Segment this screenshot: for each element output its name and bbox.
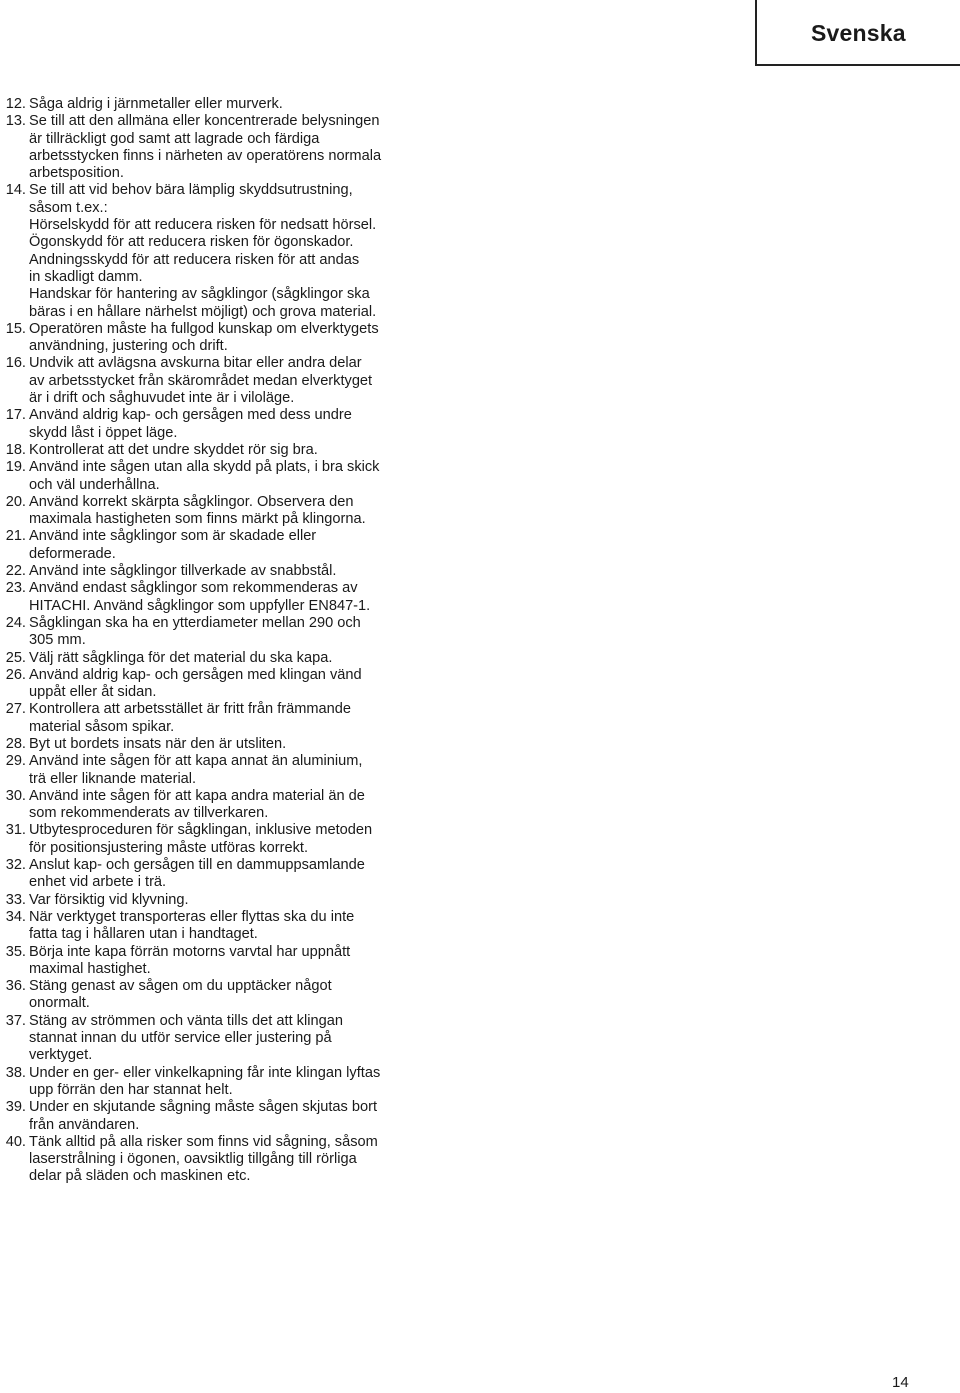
item-text-line: Använd inte sågklingor som är skadade eller (29, 528, 317, 545)
item-number: 23. (5, 580, 26, 597)
item-number: 31. (5, 822, 26, 839)
item-text-line: Stäng genast av sågen om du upptäcker något (29, 978, 332, 995)
item-text-line: delar på släden och maskinen etc. (29, 1168, 251, 1185)
list-item (0, 1065, 460, 1100)
item-text-line: Tänk alltid på alla risker som finns vid sågning, såsom (29, 1133, 378, 1150)
item-text-line: såsom t.ex.: (29, 199, 108, 216)
item-text-line: Använd inte sågklingor tillverkade av snabbstål. (29, 563, 337, 580)
item-text-line: Använd endast sågklingor som rekommenderas av (29, 580, 358, 597)
item-text-line: användning, justering och drift. (29, 338, 228, 355)
item-text-line: och väl underhållna. (29, 476, 160, 493)
item-number: 18. (5, 441, 26, 458)
list-item (0, 182, 460, 320)
item-text-line: enhet vid arbete i trä. (29, 874, 167, 891)
item-text-line: Byt ut bordets insats när den är utsliten. (29, 735, 287, 752)
page-number: 14 (892, 1374, 909, 1391)
item-text-line: Välj rätt sågklinga för det material du ska kapa. (29, 649, 333, 666)
item-text-line: Använd aldrig kap- och gersågen med dess undre (29, 407, 352, 424)
item-number: 26. (5, 666, 26, 683)
item-number: 15. (5, 320, 26, 337)
list-item (0, 909, 460, 944)
item-text-line: HITACHI. Använd sågklingor som uppfyller EN847-1. (29, 597, 371, 614)
item-number: 27. (5, 701, 26, 718)
list-item (0, 563, 460, 580)
item-number: 39. (5, 1099, 26, 1116)
item-number: 38. (5, 1064, 26, 1081)
item-text-line: Utbytesproceduren för sågklingan, inklusive metoden (29, 822, 373, 839)
item-text-line: När verktyget transporteras eller flyttas ska du inte (29, 908, 355, 925)
item-text-line: upp förrän den har stannat helt. (29, 1081, 233, 1098)
item-text-line: maximal hastighet. (29, 960, 151, 977)
item-number: 13. (5, 113, 26, 130)
item-text-line: Stäng av strömmen och vänta tills det att klingan (29, 1012, 343, 1029)
item-text-line: Ögonskydd för att reducera risken för ögonskador. (29, 234, 354, 251)
list-item (0, 650, 460, 667)
item-text-line: stannat innan du utför service eller justering på (29, 1030, 332, 1047)
list-item (0, 355, 460, 407)
item-number: 22. (5, 563, 26, 580)
list-item (0, 736, 460, 753)
item-text-line: Anslut kap- och gersågen till en dammuppsamlande (29, 857, 365, 874)
list-item (0, 892, 460, 909)
list-item (0, 442, 460, 459)
item-text-line: uppåt eller åt sidan. (29, 684, 157, 701)
list-item (0, 822, 460, 857)
list-item (0, 1134, 460, 1186)
list-item (0, 580, 460, 615)
item-number: 29. (5, 753, 26, 770)
item-text-line: verktyget. (29, 1047, 93, 1064)
item-text-line: Var försiktig vid klyvning. (29, 891, 189, 908)
item-number: 35. (5, 943, 26, 960)
language-label: Svenska (811, 20, 906, 46)
item-number: 30. (5, 787, 26, 804)
item-number: 40. (5, 1133, 26, 1150)
item-number: 19. (5, 459, 26, 476)
item-number: 17. (5, 407, 26, 424)
item-text-line: laserstrålning i ögonen, oavsiktlig tillgång till rörliga (29, 1151, 357, 1168)
item-text-line: Kontrollera att arbetsstället är fritt från främmande (29, 701, 352, 718)
item-number: 28. (5, 735, 26, 752)
item-text-line: är i drift och såghuvudet inte är i viloläge. (29, 390, 295, 407)
item-number: 25. (5, 649, 26, 666)
list-item (0, 701, 460, 736)
item-number: 16. (5, 355, 26, 372)
list-item (0, 1013, 460, 1065)
item-text-line: in skadligt damm. (29, 268, 143, 285)
list-item (0, 753, 460, 788)
item-text-line: Se till att den allmäna eller koncentrerade belysningen (29, 113, 380, 130)
item-number: 34. (5, 908, 26, 925)
item-text-line: deformerade. (29, 545, 116, 562)
item-text-line: Använd inte sågen för att kapa andra material än de (29, 787, 365, 804)
safety-instructions-list (0, 96, 460, 1186)
list-item (0, 978, 460, 1013)
item-text-line: Under en skjutande sågning måste sågen skjutas bort (29, 1099, 378, 1116)
item-text-line: 305 mm. (29, 632, 86, 649)
list-item (0, 615, 460, 650)
item-text-line: av arbetsstycket från skärområdet medan elverktyget (29, 372, 373, 389)
item-number: 32. (5, 857, 26, 874)
list-item (0, 321, 460, 356)
item-text-line: Använd inte sågen utan alla skydd på plats, i bra skick (29, 459, 380, 476)
item-text-line: Hörselskydd för att reducera risken för nedsatt hörsel. (29, 217, 377, 234)
list-item (0, 407, 460, 442)
item-text-line: bäras i en hållare närhelst möjligt) och grova material. (29, 303, 377, 320)
list-item (0, 459, 460, 494)
item-number: 20. (5, 493, 26, 510)
list-item (0, 857, 460, 892)
item-text-line: är tillräckligt god samt att lagrade och färdiga (29, 130, 320, 147)
item-text-line: från användaren. (29, 1116, 140, 1133)
item-text-line: maximala hastigheten som finns märkt på klingorna. (29, 511, 366, 528)
item-text-line: som rekommenderats av tillverkaren. (29, 805, 269, 822)
item-text-line: onormalt. (29, 995, 90, 1012)
item-text-line: fatta tag i hållaren utan i handtaget. (29, 926, 258, 943)
item-number: 12. (5, 96, 26, 112)
item-text-line: skydd låst i öppet läge. (29, 424, 178, 441)
item-text-line: Sågklingan ska ha en ytterdiameter mellan 290 och (29, 614, 361, 631)
item-text-line: Kontrollerat att det undre skyddet rör sig bra. (29, 441, 318, 458)
item-text-line: Under en ger- eller vinkelkapning får inte klingan lyftas (29, 1064, 381, 1081)
list-item (0, 1099, 460, 1134)
language-tab (755, 0, 960, 66)
item-number: 21. (5, 528, 26, 545)
item-text-line: Undvik att avlägsna avskurna bitar eller andra delar (29, 355, 362, 372)
list-item (0, 494, 460, 529)
list-item (0, 113, 460, 182)
item-text-line: Såga aldrig i järnmetaller eller murverk. (29, 96, 283, 112)
item-text-line: Se till att vid behov bära lämplig skyddsutrustning, (29, 182, 353, 199)
item-number: 33. (5, 891, 26, 908)
item-text-line: material såsom spikar. (29, 718, 175, 735)
item-number: 14. (5, 182, 26, 199)
item-text-line: Använd aldrig kap- och gersågen med klingan vänd (29, 666, 362, 683)
list-item (0, 788, 460, 823)
item-text-line: trä eller liknande material. (29, 770, 197, 787)
item-text-line: Börja inte kapa förrän motorns varvtal har uppnått (29, 943, 351, 960)
list-item (0, 96, 460, 113)
list-item (0, 667, 460, 702)
item-number: 36. (5, 978, 26, 995)
item-text-line: Använd inte sågen för att kapa annat än aluminium, (29, 753, 363, 770)
item-text-line: arbetsstycken finns i närheten av operatörens normala (29, 147, 382, 164)
item-text-line: för positionsjustering måste utföras korrekt. (29, 839, 309, 856)
item-text-line: Operatören måste ha fullgod kunskap om elverktygets (29, 320, 379, 337)
item-text-line: Handskar för hantering av sågklingor (sågklingor ska (29, 286, 370, 303)
list-item (0, 528, 460, 563)
list-item (0, 944, 460, 979)
item-text-line: Använd korrekt skärpta sågklingor. Observera den (29, 493, 354, 510)
item-number: 37. (5, 1012, 26, 1029)
item-text-line: arbetsposition. (29, 165, 124, 182)
item-number: 24. (5, 614, 26, 631)
item-text-line: Andningsskydd för att reducera risken för att andas (29, 251, 360, 268)
